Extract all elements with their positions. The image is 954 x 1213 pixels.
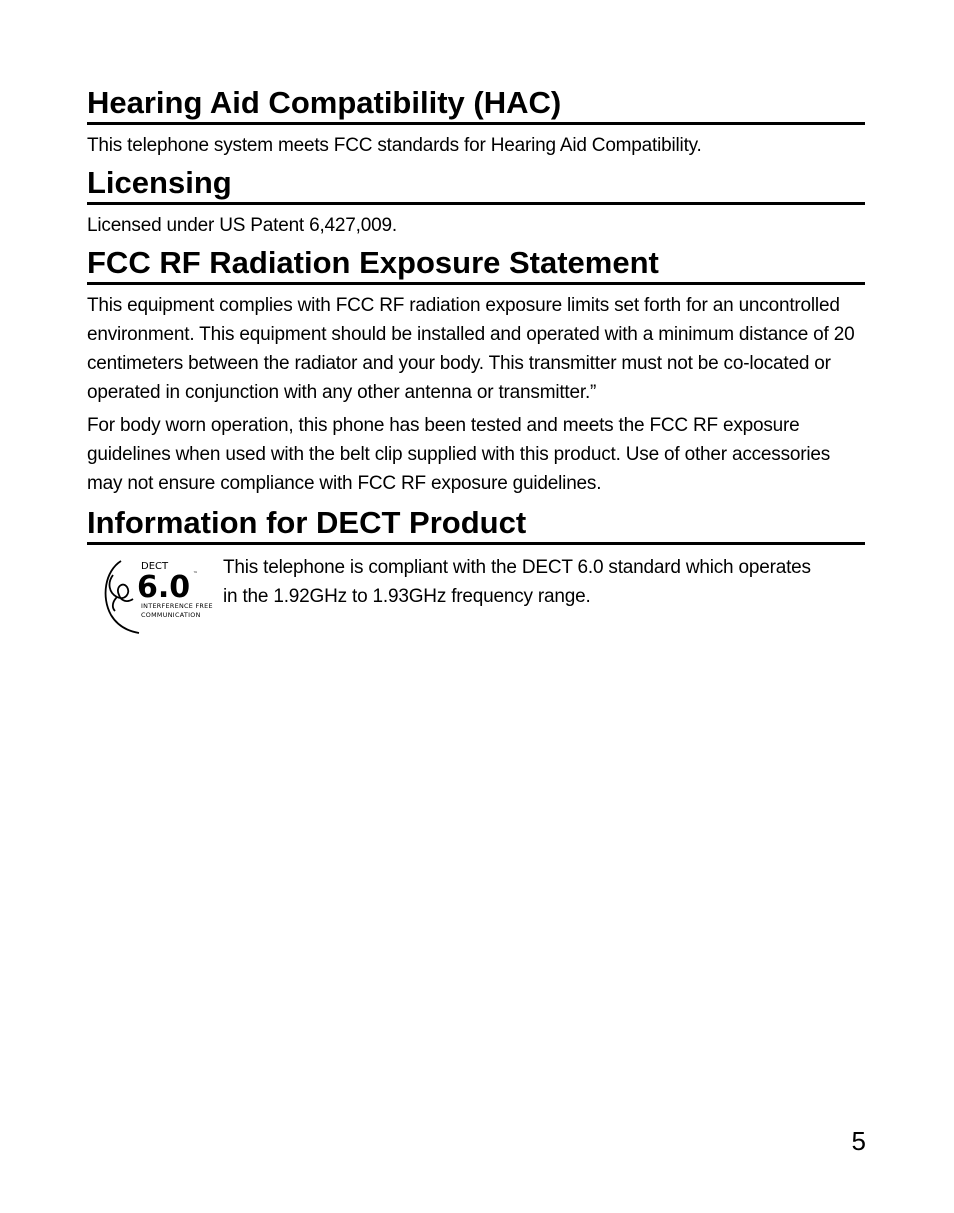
heading-hac: Hearing Aid Compatibility (HAC)	[87, 84, 865, 125]
heading-licensing: Licensing	[87, 164, 865, 205]
fcc-rf-paragraph-2: For body worn operation, this phone has been tested and meets the FCC RF exposure guidelines when used with the belt clip supplied with this product. Use of other accessories may not ensure compliance with FCC RF exposure guidelines.	[87, 415, 831, 494]
dect-logo-trademark: ™	[193, 571, 198, 577]
dect-info-row	[87, 553, 865, 637]
fcc-rf-paragraph-1: This equipment complies with FCC RF radiation exposure limits set forth for an uncontrolled environment. This equipment should be installed and operated with a minimum distance of 20 centimeters between the radiator and your body. This transmitter must not be co-located or operated in conjunction with any other antenna or transmitter.”	[87, 295, 855, 403]
heading-dect: Information for DECT Product	[87, 504, 865, 545]
hac-body: This telephone system meets FCC standards for Hearing Aid Compatibility.	[87, 135, 702, 156]
document-content	[87, 84, 865, 637]
dect-logo-version: 6.0	[137, 570, 191, 605]
licensing-body: Licensed under US Patent 6,427,009.	[87, 215, 397, 236]
page-number: 5	[851, 1126, 866, 1156]
dect-6-logo-icon	[97, 553, 223, 637]
dect-logo-caption-2: COMMUNICATION	[141, 611, 201, 619]
dect-body: This telephone is compliant with the DECT 6.0 standard which operates in the 1.92GHz to 1.93GHz frequency range.	[223, 557, 811, 607]
dect-logo-caption-1: INTERFERENCE FREE	[141, 602, 213, 610]
fcc-rf-body	[87, 291, 865, 498]
dect-logo-top-label: DECT	[141, 561, 169, 572]
heading-fcc-rf: FCC RF Radiation Exposure Statement	[87, 244, 865, 285]
